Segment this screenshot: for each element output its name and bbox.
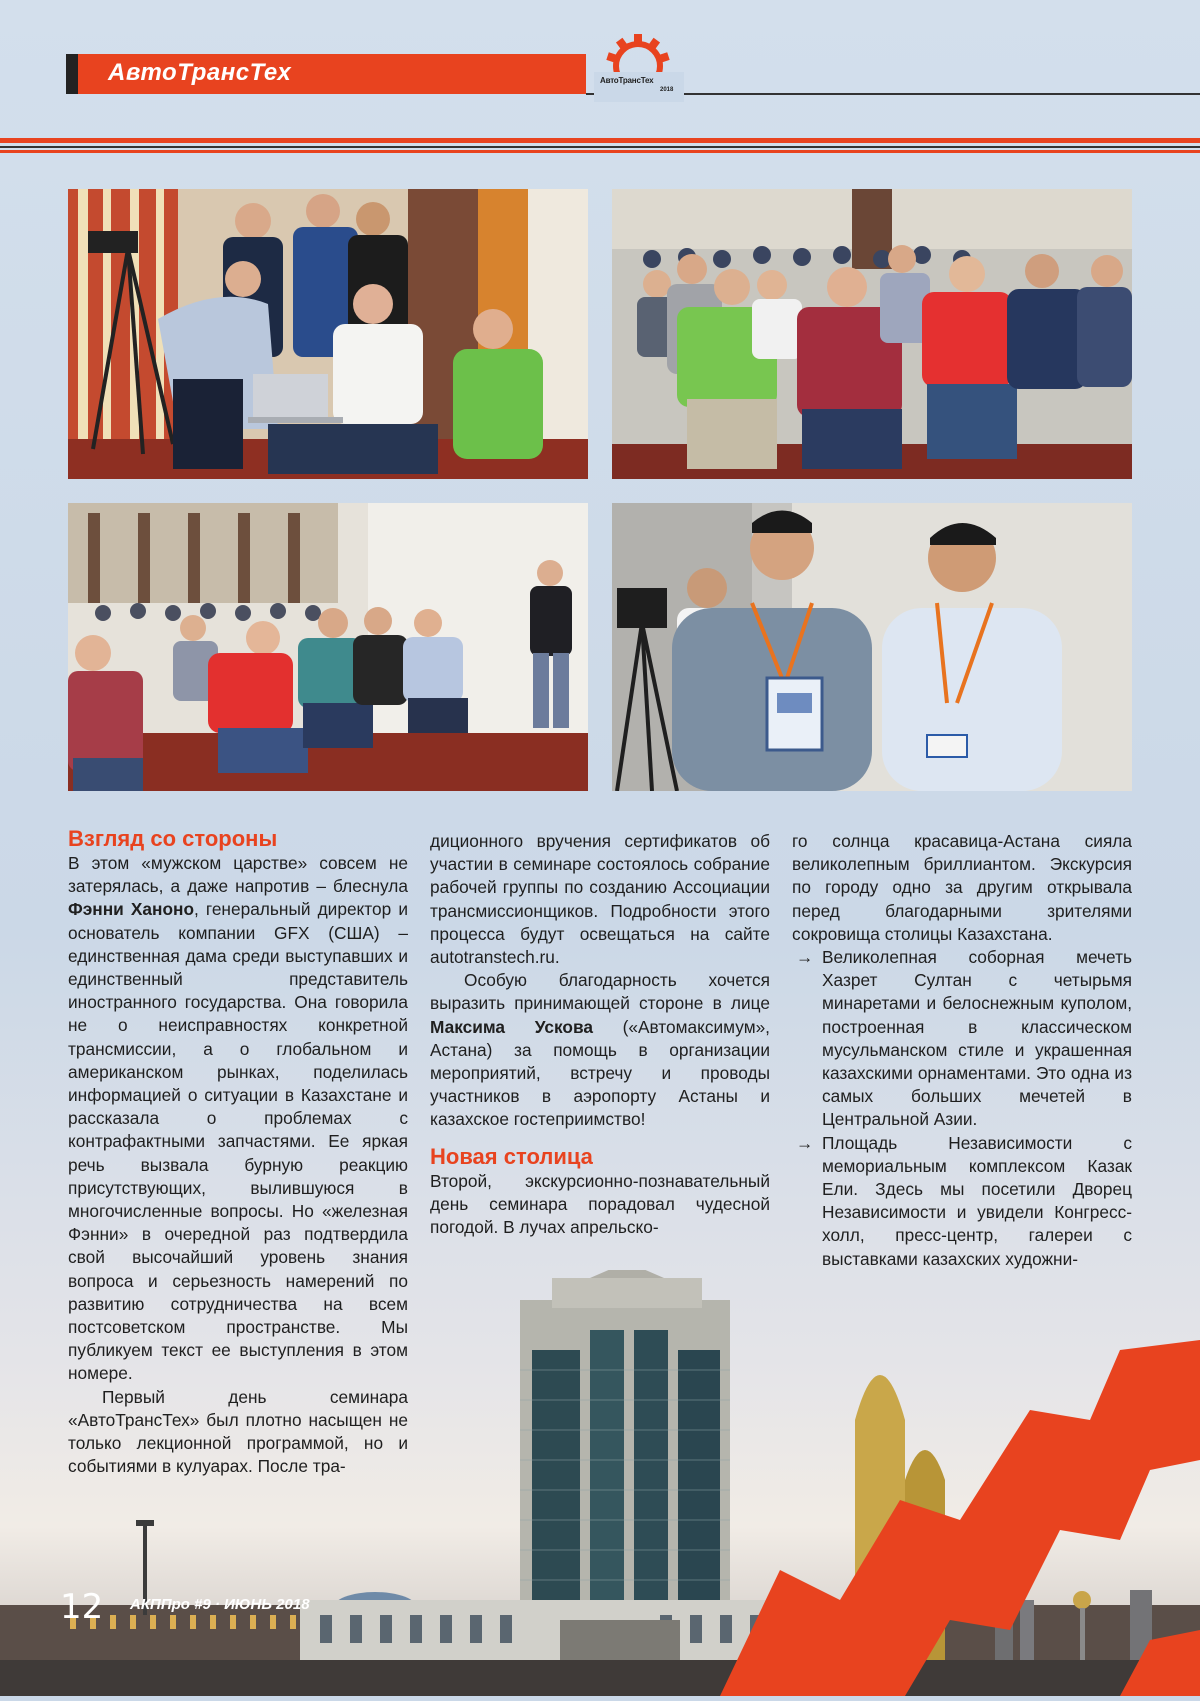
paragraph: го солнца красавица-Астана сияла великолепным бриллиантом. Экскурсия по городу одно за другим открывала перед благодарными зрителями сокровища столицы Казахстана.	[792, 831, 1132, 944]
subheading-new-capital: Новая столица	[430, 1143, 593, 1169]
arrow-right-icon: →	[796, 1132, 814, 1153]
photo-group-laptop	[68, 189, 588, 479]
text-run: , генеральный директор и основатель компании GFX (США) – единственная дама среди выступавших и единственный представитель иностранного государства. Она говорила не о неисправностях конкретной трансмиссии, а о глобальном и американском рынках, поделилась информацией о ситуации в Казахстане и рассказала о проблемах с контрафактными запчастями. Ее яркая речь вызвала бурную реакцию присутствующих, вылившуюся в многочисленные вопросы. Но «железная Фэнни» в очередной раз подтвердила свой высочайший уровень знания вопроса и серьезность намерений по развитию сотрудничества на всем постсоветском пространстве. Мы публикуем текст ее выступления в этом номере.	[68, 899, 408, 1384]
photo-certificate	[612, 503, 1132, 791]
article-column-3	[792, 830, 1132, 1271]
photo-audience-front	[612, 189, 1132, 479]
article-column-2	[430, 830, 770, 1239]
logo-year: 2018	[660, 87, 674, 93]
text-run: В этом «мужском царстве» совсем не затерялась, а даже напротив – блеснула	[68, 853, 408, 897]
astana-cityscape	[0, 1270, 1200, 1696]
header-stripe	[0, 150, 1200, 153]
paragraph: Второй, экскурсионно-познавательный день семинара порадовал чудесной погодой. В лучах апрельско-	[430, 1170, 770, 1238]
paragraph	[430, 969, 770, 1131]
arrow-right-icon: →	[796, 947, 814, 968]
magazine-issue: АКППро #9 · ИЮНЬ 2018	[130, 1596, 310, 1613]
photo-audience-side	[68, 503, 588, 791]
paragraph: диционного вручения сертификатов об участии в семинаре состоялось собрание рабочей группы по созданию Ассоциации трансмиссионщиков. Подробности этого процесса будут освещаться на сайте autotranstech.ru.	[430, 831, 770, 968]
section-title: АвтоТрансТех	[108, 59, 292, 86]
paragraph: Первый день семинара «АвтоТрансТех» был плотно насыщен не только лекционной программой, но и событиями в кулуарах. После тра-	[68, 1386, 408, 1477]
header-stripe	[0, 146, 1200, 148]
person-name: Фэнни Ханоно	[68, 899, 195, 920]
text-run: Площадь Независимости с мемориальным комплексом Казак Ели. Здесь мы посетили Дворец Независимости и увидели Конгресс-холл, пресс-центр, галереи с выставками казахских художни-	[822, 1132, 1132, 1269]
subheading-outside-view: Взгляд со стороны	[68, 826, 278, 851]
autotranstech-logo	[594, 32, 684, 102]
header-stripe	[0, 138, 1200, 143]
text-run: («Автомаксимум», Астана) за помощь в организации мероприятий, встречу и проводы участников в аэропорту Астаны и казахское гостеприимство!	[430, 1016, 770, 1130]
page-number: 12	[60, 1587, 104, 1627]
list-item	[792, 946, 1132, 1132]
list-item	[792, 1132, 1132, 1271]
section-header-bar	[66, 54, 586, 94]
person-name: Максима Ускова	[430, 1016, 593, 1037]
text-run: Особую благодарность хочется выразить принимающей стороне в лице	[430, 970, 770, 1014]
logo-text: АвтоТрансТех	[600, 76, 654, 85]
text-run: Великолепная соборная мечеть Хазрет Султан с четырьмя минаретами и белоснежным куполом, построенная в классическом мусульманском стиле и украшенная казахскими орнаментами. Это одна из самых больших мечетей в Центральной Азии.	[822, 947, 1132, 1130]
